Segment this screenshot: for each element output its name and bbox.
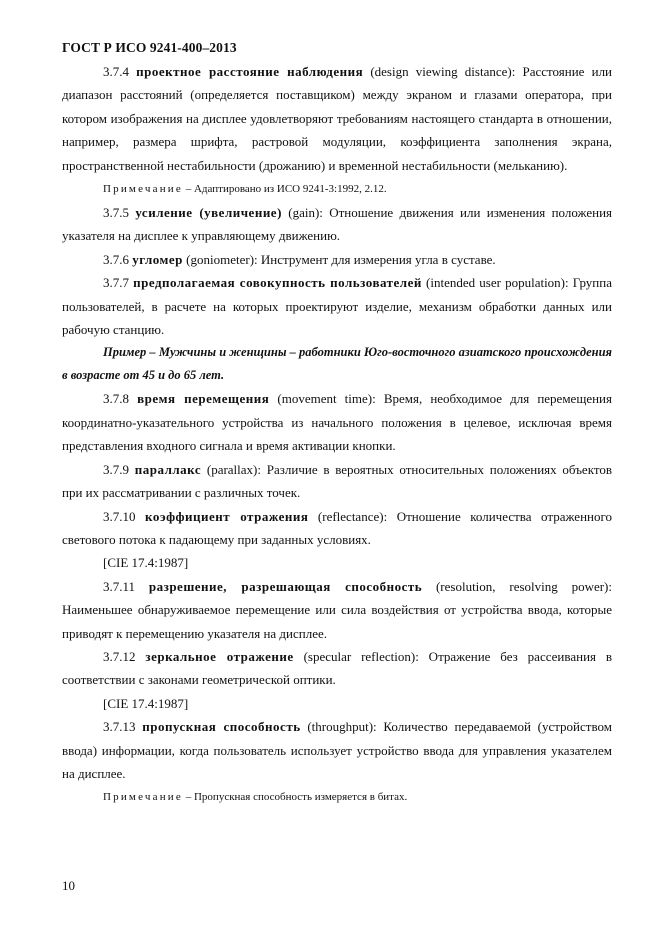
entry-definition: (movement time): Время, необходимое для перемещения координатно-указательного устройства из начального положения в целевое, исключая время представления входного сигнала и время активации кнопки.	[62, 391, 612, 454]
entry-term: время перемещения	[137, 391, 270, 407]
entry-number: 3.7.13	[103, 719, 136, 735]
entry-3-7-4	[62, 60, 612, 177]
entry-3-7-9	[62, 458, 612, 505]
entry-definition: (reflectance): Отношение количества отраженного светового потока к падающему при заданных условиях.	[62, 508, 612, 547]
entry-3-7-13	[62, 715, 612, 785]
note-text: – Пропускная способность измеряется в битах.	[185, 791, 408, 804]
page-number: 10	[62, 878, 75, 893]
entry-term: коэффициент отражения	[145, 508, 309, 524]
entry-number: 3.7.4	[103, 64, 129, 79]
entry-term: угломер	[132, 251, 183, 267]
entry-number: 3.7.12	[103, 648, 136, 664]
example: Пример – Мужчины и женщины – работники Юго-восточного азиатского происхождения в возрасте от 45 и до 65 лет.	[62, 345, 612, 383]
entry-3-7-6	[62, 248, 612, 271]
entry-number: 3.7.11	[103, 578, 136, 594]
entry-number: 3.7.6	[103, 251, 129, 267]
entry-definition: (gain): Отношение движения или изменения положения указателя на дисплее к управляющему движению.	[62, 205, 613, 244]
reference: [CIE 17.4:1987]	[103, 695, 189, 711]
document-body	[62, 60, 612, 809]
entry-term: проектное расстояние наблюдения	[136, 64, 364, 79]
entry-term: разрешение, разрешающая способность	[148, 578, 423, 594]
entry-term: зеркальное отражение	[145, 648, 294, 664]
note-label: Примечание	[103, 183, 183, 196]
entry-term: усиление (увеличение)	[135, 205, 282, 221]
entry-number: 3.7.9	[103, 461, 129, 477]
entry-3-7-5	[62, 201, 612, 248]
entry-definition: (goniometer): Инструмент для измерения угла в суставе.	[186, 251, 496, 267]
note	[62, 177, 612, 201]
note	[62, 785, 612, 809]
entry-number: 3.7.5	[103, 205, 129, 221]
entry-term: параллакс	[134, 461, 202, 477]
note-text: – Адаптировано из ИСО 9241-3:1992, 2.12.	[185, 183, 387, 196]
entry-definition: (design viewing distance): Расстояние или диапазон расстояний (определяется поставщиком) между экраном и глазами оператора, при котором изображения на дисплее удовлетворяют требованиям настоящего стандарта в отношении, например, размера шрифта, растровой модуляции, коэффициента заполнения экрана, пространственной нестабильности (дрожанию) и временной нестабильности (мельканию).	[62, 64, 613, 173]
entry-definition: (resolution, resolving power): Наименьшее обнаруживаемое перемещение или сила воздействия от устройства ввода, которые приводят к перемещению указателя на дисплее.	[62, 578, 613, 641]
reference: [CIE 17.4:1987]	[103, 555, 189, 571]
entry-term: предполагаемая совокупность пользователей	[133, 275, 422, 291]
entry-definition: (intended user population): Группа пользователей, в расчете на которых проектируют изделие, механизм обработки данных или рабочую станцию.	[62, 275, 612, 338]
entry-definition: (throughput): Количество передаваемой (устройством ввода) информации, когда пользователь использует устройство ввода для управления указателем на дисплее.	[62, 719, 612, 781]
entry-definition: (parallax): Различие в вероятных относительных положениях объектов при их рассматривании с различных точек.	[62, 461, 612, 501]
note-label: Примечание	[103, 791, 183, 804]
standard-header: ГОСТ Р ИСО 9241-400–2013	[62, 40, 237, 55]
entry-number: 3.7.7	[103, 275, 129, 291]
entry-3-7-11	[62, 575, 612, 645]
entry-number: 3.7.10	[103, 508, 136, 524]
entry-definition: (specular reflection): Отражение без рассеивания в соответствии с законами геометрической оптики.	[62, 648, 613, 688]
entry-3-7-12	[62, 645, 612, 692]
entry-term: пропускная способность	[142, 719, 301, 735]
entry-number: 3.7.8	[103, 391, 129, 407]
entry-3-7-7	[62, 271, 612, 341]
entry-3-7-10	[62, 505, 612, 552]
entry-3-7-8	[62, 387, 612, 457]
